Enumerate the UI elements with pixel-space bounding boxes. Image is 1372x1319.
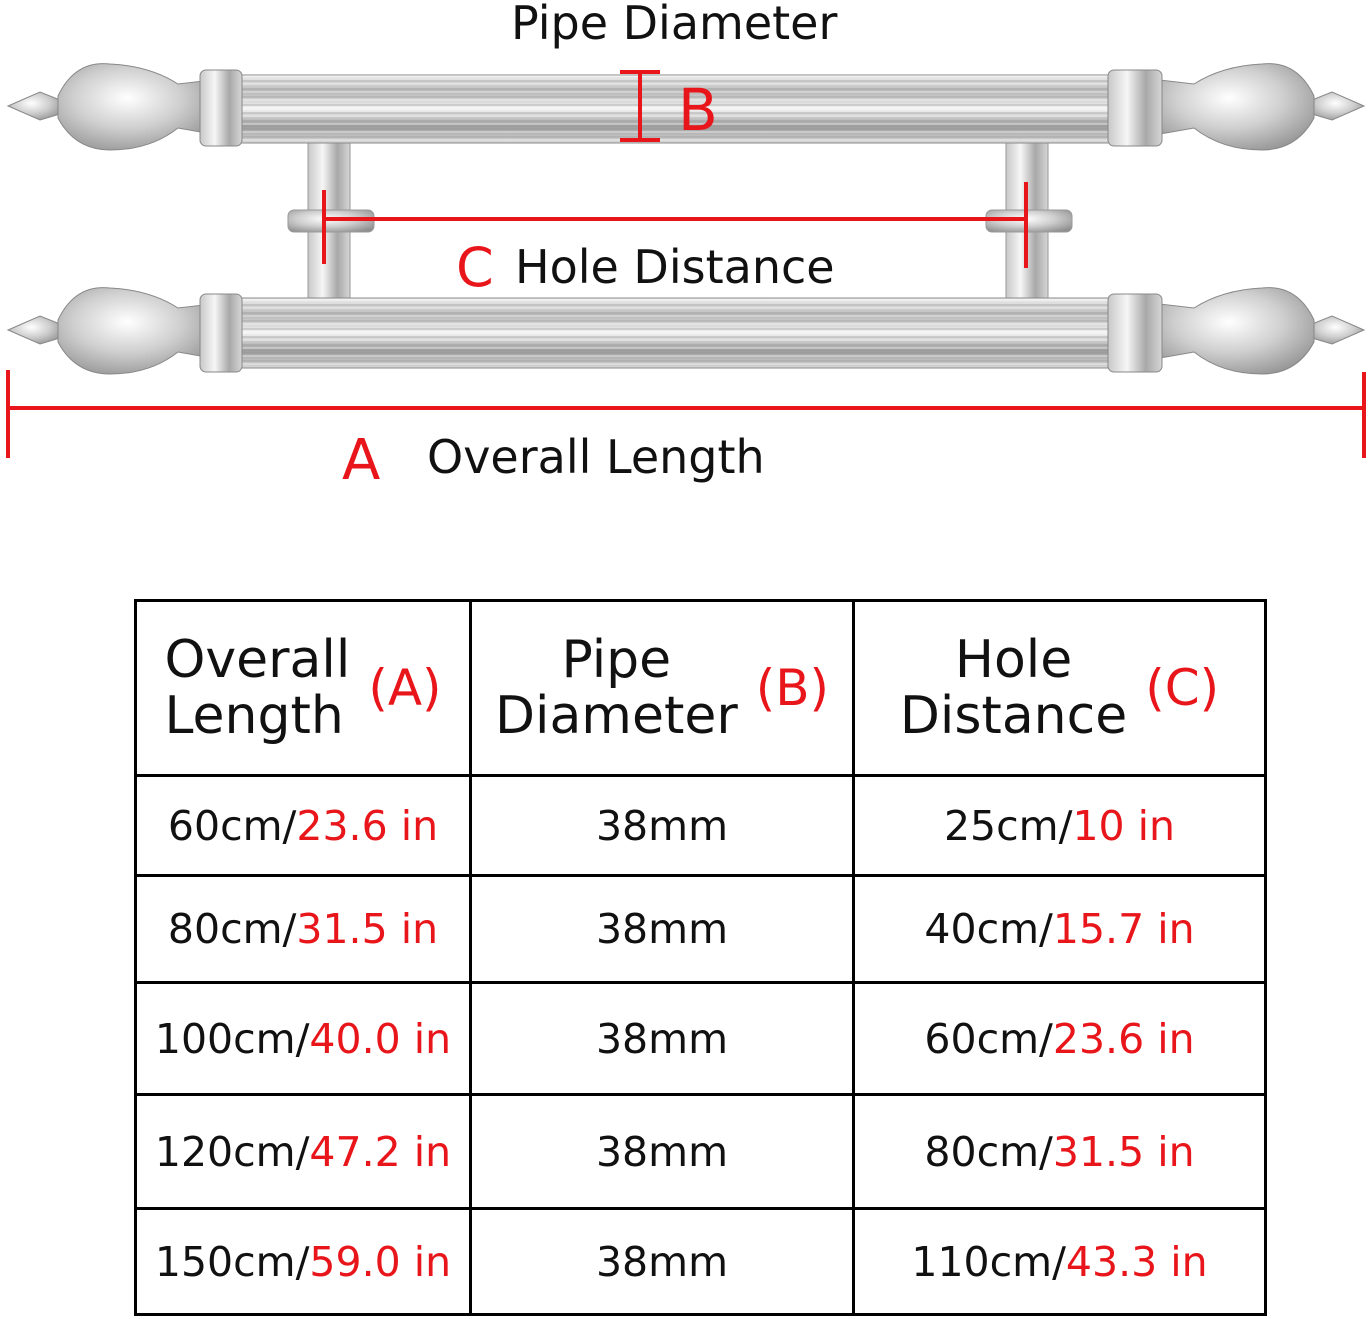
dimension-a-letter: A	[342, 428, 381, 493]
pipe-diameter-cell: 38mm	[471, 1209, 854, 1315]
header-overall-length	[136, 601, 471, 776]
pipe-diameter-cell: 38mm	[471, 876, 854, 983]
header-letter: (C)	[1145, 659, 1220, 717]
header-line2: Distance	[899, 686, 1128, 746]
dimension-b-letter: B	[678, 76, 718, 144]
hole-distance-cell	[854, 1095, 1266, 1209]
table-header-row	[136, 601, 1266, 776]
bottom-handle-bar	[8, 288, 1364, 374]
cm-value: 110cm/	[911, 1237, 1066, 1286]
overall-length-cell	[136, 1095, 471, 1209]
cm-value: 150cm/	[154, 1237, 310, 1286]
table-row	[136, 776, 1266, 876]
inch-value: 43.3 in	[1065, 1237, 1208, 1286]
cm-value: 60cm/	[167, 801, 297, 850]
pipe-diameter-cell: 38mm	[471, 1095, 854, 1209]
pipe-diameter-cell: 38mm	[471, 776, 854, 876]
cm-value: 80cm/	[167, 905, 297, 953]
hole-distance-label: Hole Distance	[515, 240, 835, 294]
inch-value: 23.6 in	[296, 801, 439, 850]
hole-distance-cell	[854, 776, 1266, 876]
header-line1: Overall	[164, 630, 351, 690]
inch-value: 31.5 in	[296, 905, 439, 953]
pipe-diameter-cell: 38mm	[471, 983, 854, 1095]
cm-value: 80cm/	[924, 1127, 1053, 1176]
inch-value: 40.0 in	[309, 1014, 452, 1063]
table-row	[136, 983, 1266, 1095]
header-line2: Length	[164, 686, 344, 746]
inch-value: 59.0 in	[309, 1237, 452, 1286]
header-hole-distance	[854, 601, 1266, 776]
header-pipe-diameter	[471, 601, 854, 776]
pipe-diameter-label: Pipe Diameter	[511, 0, 838, 50]
inch-value: 31.5 in	[1052, 1127, 1195, 1176]
overall-length-cell	[136, 1209, 471, 1315]
overall-length-label: Overall Length	[427, 430, 765, 484]
inch-value: 47.2 in	[309, 1127, 452, 1176]
cm-value: 25cm/	[943, 801, 1073, 850]
hole-distance-cell	[854, 876, 1266, 983]
header-line1: Pipe	[561, 630, 672, 690]
hole-distance-cell	[854, 983, 1266, 1095]
header-line2: Diameter	[494, 686, 738, 746]
header-letter: (A)	[368, 659, 442, 717]
overall-length-cell	[136, 983, 471, 1095]
hole-distance-cell	[854, 1209, 1266, 1315]
overall-length-cell	[136, 776, 471, 876]
inch-value: 10 in	[1072, 801, 1176, 850]
header-letter: (B)	[755, 659, 830, 717]
cm-value: 100cm/	[154, 1014, 310, 1063]
dimension-c-letter: C	[456, 236, 494, 299]
overall-length-cell	[136, 876, 471, 983]
size-table	[134, 599, 1267, 1316]
inch-value: 23.6 in	[1052, 1014, 1195, 1063]
table-row	[136, 1095, 1266, 1209]
header-line1: Hole	[954, 630, 1073, 690]
cm-value: 120cm/	[154, 1127, 310, 1176]
cm-value: 60cm/	[924, 1014, 1053, 1063]
inch-value: 15.7 in	[1052, 905, 1195, 953]
table-row	[136, 876, 1266, 983]
table-row	[136, 1209, 1266, 1315]
cm-value: 40cm/	[924, 905, 1053, 953]
